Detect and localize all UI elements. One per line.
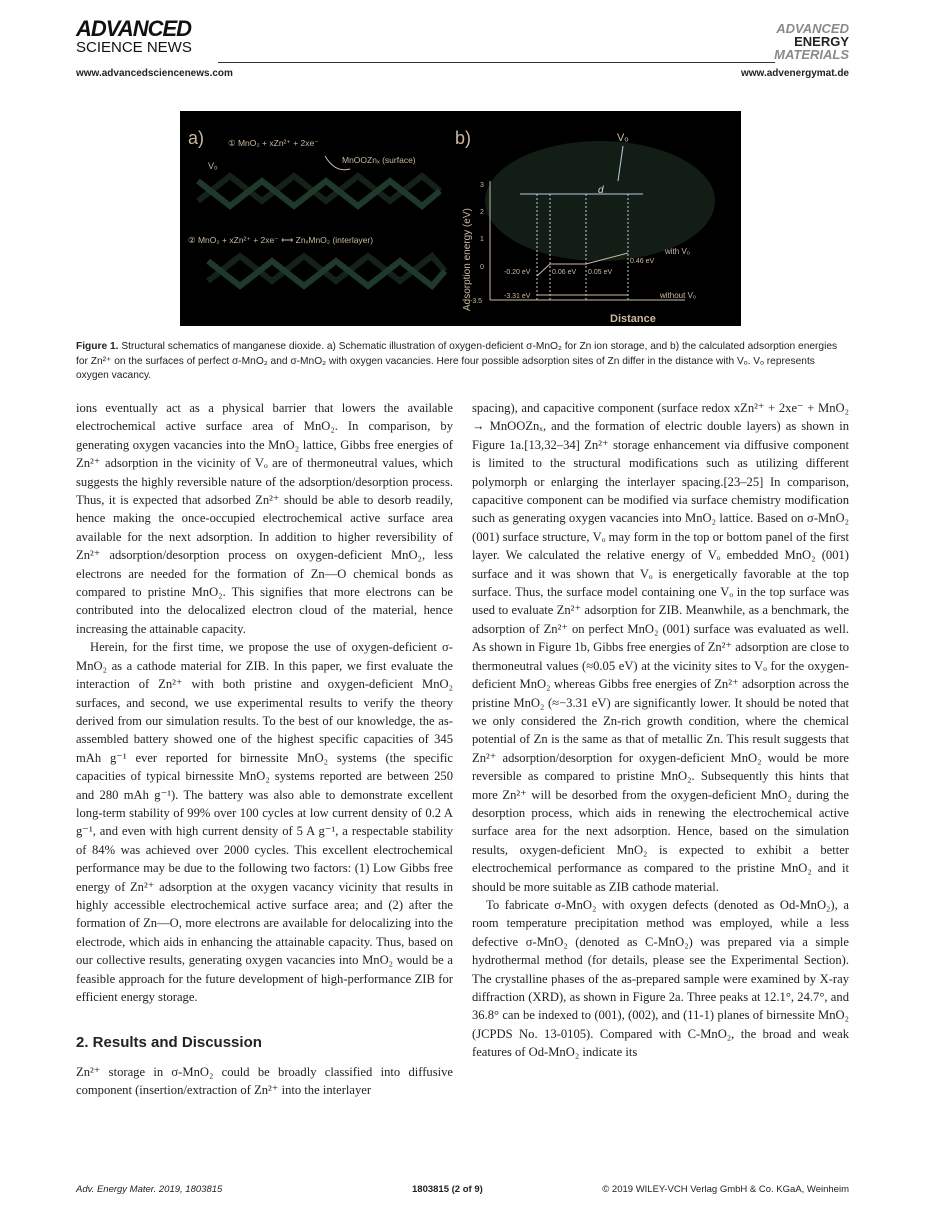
value-label: -3.31 eV <box>504 293 531 300</box>
value-label: -0.20 eV <box>504 269 531 276</box>
y-tick: 1 <box>480 236 484 243</box>
vo-label-a: Vₒ <box>208 161 218 171</box>
panel-a-label: a) <box>188 128 205 148</box>
y-axis-label: Adsorption energy (eV) <box>462 208 473 311</box>
paragraph: spacing), and capacitive component (surface redox xZn²⁺ + 2xe⁻ + MnO₂ → MnOOZnₓ, and the formation of electric double layers) as shown in Figure 1a.[13,32–34] Zn²⁺ storage enhancement via diffusive component is limited to the structural modifications such as utilizing different polymorph or enlarging the interlayer spacing.[23–25] In comparison, capacitive component can be modified via surface chemistry modification such as generating oxygen vacancies into MnO₂ lattice. Based on σ-MnO₂ (001) surface structure, Vₒ may form in the top or bottom panel of the first layer. We calculated the relative energy of Vₒ embedded MnO₂ (001) surface and it was shown that Vₒ is energetically favorable at the top surface. Thus, the surface model containing one Vₒ in the top surface was used to evaluate Zn²⁺ adsorption for ZIB. Meanwhile, as a benchmark, the adsorption of Zn²⁺ on perfect MnO₂ (001) surface was evaluated as well. As shown in Figure 1b, Gibbs free energies of Zn²⁺ adsorption are close to thermoneutral values (≈0.05 eV) at the vicinity sites to Vₒ for the oxygen-deficient MnO₂ whereas Gibbs free energies of Zn²⁺ adsorption across the pristine MnO₂ (≈−3.31 eV) are significantly lower. It should be noted that we only considered the Zn-rich growth condition, where the chemical potential of Zn is the same as that of metallic Zn. This result suggests that Zn²⁺ adsorption/desorption for oxygen-deficient MnO₂ would be more reversible as compared to pristine MnO₂. Subsequently this hints that more Zn²⁺ will be desorbed from the oxygen-deficient MnO₂ during the desorption process, which aids in renewing the electrochemical active surface area for the next adsorption. Hence, based on the simulation results, oxygen-deficient MnO₂ is expected to exhibit a better electrochemical performance as compared to the pristine MnO₂ and it should be more suitable as ZIB cathode material. <box>472 401 849 894</box>
paragraph: ions eventually act as a physical barrier that lowers the available electrochemical active surface area of MnO₂. In comparison, by generating oxygen vacancies into the MnO₂ lattice, Gibbs free energies of Zn²⁺ adsorption in the vicinity of Vₒ are of thermoneutral values, which suggests the highly reversible nature of the adsorption/desorption process. Thus, it is expected that adsorbed Zn²⁺ should be able to desorb readily, hence making the once-occupied electrochemical active surface area available for the next adsorption. In addition to higher reversibility of Zn²⁺ adsorption/desorption process on oxygen-deficient MnO₂, less electrons are needed for the formation of Zn—O chemical bonds as compared to pristine MnO₂. This signifies that more electrons can be contributed into the delocalized electron cloud of the material, hence increasing the attainable capacity. <box>76 401 453 636</box>
mno2-layer-top <box>198 176 440 206</box>
figure-caption <box>76 340 850 384</box>
caption-label: Figure 1. <box>76 341 119 352</box>
y-tick: 2 <box>480 209 484 216</box>
paragraph: Zn²⁺ storage in σ-MnO₂ could be broadly classified into diffusive component (insertion/extraction of Zn²⁺ into the interlayer <box>76 1064 453 1098</box>
equation-1-product: MnOOZnₓ (surface) <box>342 155 416 165</box>
logo-line: ENERGY <box>794 34 849 49</box>
value-label: 0.46 eV <box>630 258 655 265</box>
header-rule <box>218 62 775 63</box>
y-tick: -3.5 <box>470 298 483 305</box>
left-column <box>76 399 453 1100</box>
footer-journal: Adv. Energy Mater. 2019, 1803815 <box>76 1184 223 1195</box>
with-vo-label: with Vₒ <box>665 247 690 256</box>
footer-page: 1803815 (2 of 9) <box>412 1184 483 1195</box>
footer-copyright: © 2019 WILEY-VCH Verlag GmbH & Co. KGaA, Weinheim <box>602 1184 849 1195</box>
logo-text-bottom: SCIENCE NEWS <box>76 39 192 56</box>
panel-b <box>455 128 715 325</box>
x-axis-label: Distance <box>610 313 656 325</box>
logo-line: ADVANCED <box>776 21 849 36</box>
surface-model <box>485 141 715 261</box>
panel-a <box>188 128 445 286</box>
value-label: 0.06 eV <box>552 269 577 276</box>
y-tick: 3 <box>480 182 484 189</box>
mno2-layer-bottom <box>208 256 445 286</box>
panel-b-label: b) <box>455 128 472 148</box>
value-label: 0.05 eV <box>588 269 613 276</box>
section-heading: 2. Results and Discussion <box>76 1034 262 1052</box>
equation-2: ② MnO₂ + xZn²⁺ + 2xe⁻ ⟷ ZnₓMnO₂ (interlayer) <box>188 235 374 245</box>
advanced-energy-materials-logo[interactable] <box>774 22 849 61</box>
right-column <box>472 399 849 1062</box>
without-vo-label: without Vₒ <box>660 291 696 300</box>
left-url-link[interactable]: www.advancedsciencenews.com <box>76 68 233 79</box>
paragraph: To fabricate σ-MnO₂ with oxygen defects (denoted as Od-MnO₂), a room temperature precipitation method was employed, while a less defective σ-MnO₂ (denoted as C-MnO₂) was prepared via a simple hydrothermal method (for details, please see the Experimental Section). The crystalline phases of the as-prepared sample were examined by X-ray diffraction (XRD), as shown in Figure 2a. Three peaks at 12.1°, 24.7°, and 36.8° can be indexed to (001), (002), and (11-1) planes of birnessite MnO₂ (JCPDS No. 13-0105). Compared with C-MnO₂, the broad and weak features of Od-MnO₂ indicate its <box>472 897 849 1060</box>
paragraph: Herein, for the first time, we propose the use of oxygen-deficient σ-MnO₂ as a cathode material for ZIB. In this paper, we first evaluate the interaction of Zn²⁺ with both pristine and oxygen-deficient MnO₂ surfaces, and second, we use experimental results to verify the theory derived from our simulation results. To the best of our knowledge, the as-assembled battery showed one of the highest specific capacities of 345 mAh g⁻¹ ever reported for birnessite MnO₂ systems (the specific capacities of typical birnessite MnO₂ systems reported are between 250 and 280 mAh g⁻¹). The battery was also able to demonstrate excellent long-term stability of 99% over 100 cycles at low current density of 0.2 A g⁻¹, and even with high current density of 5 A g⁻¹, a respectable stability of 84% was achieved over 2000 cycles. This excellent electrochemical performance may be due to the following two factors: (1) Low Gibbs free energy of Zn²⁺ adsorption at the oxygen vacancy vicinity that results in highly accessible electrochemical active surface area; and (2) after the formation of Zn—O, more electrons are available for delocalizing into the electrode, which aids in enhancing the attainable capacity. Thus, based on our collective results, generating oxygen vacancies into MnO₂ would be a feasible approach for the future development of high-performance ZIB for efficient energy storage. <box>76 640 453 1004</box>
figure-1 <box>180 111 741 326</box>
logo-text-top: ADVANCED <box>76 16 192 41</box>
distance-d-label: d <box>598 185 604 196</box>
y-tick: 0 <box>480 264 484 271</box>
caption-text: Structural schematics of manganese dioxide. a) Schematic illustration of oxygen-deficient σ-MnO₂ for Zn ion storage, and b) the calculated adsorption energies for Zn²⁺ on the surfaces of perfect σ-MnO₂ and σ-MnO₂ with oxygen vacancies. Here four possible adsorption sites of Zn differ in the distance with Vₒ. Vₒ represents oxygen vacancy. <box>76 341 838 381</box>
logo-line: MATERIALS <box>774 47 849 62</box>
advanced-science-news-logo[interactable] <box>76 18 192 55</box>
right-url-link[interactable]: www.advenergymat.de <box>741 68 849 79</box>
vo-label-b: Vₒ <box>617 132 629 144</box>
equation-1: ① MnO₂ + xZn²⁺ + 2xe⁻ <box>228 138 319 148</box>
